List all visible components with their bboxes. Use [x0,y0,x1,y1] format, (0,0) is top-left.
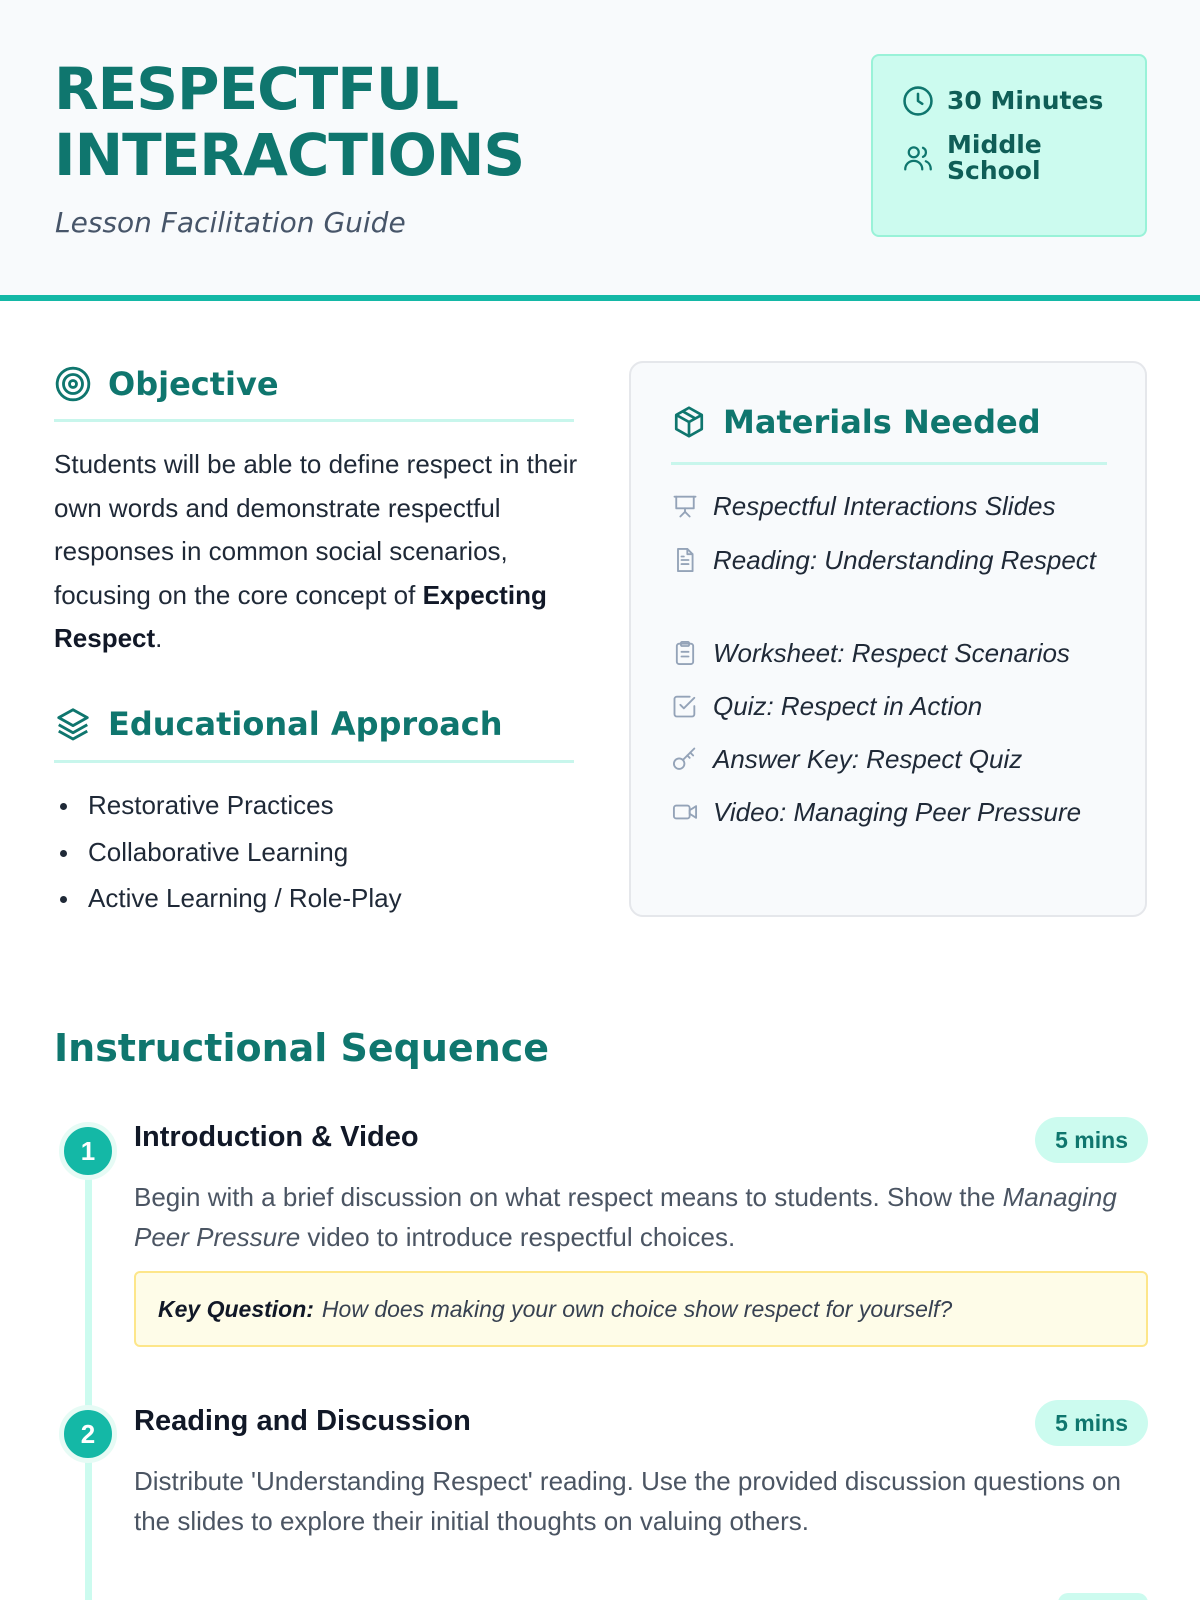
video-icon [671,798,699,826]
material-item[interactable]: Video: Managing Peer Pressure [671,792,1111,832]
material-item[interactable]: Reading: Understanding Respect [671,540,1111,580]
key-question-text: How does making your own choice show respect for yourself? [321,1295,953,1322]
timeline-line [85,1160,92,1600]
approach-list [54,782,402,922]
duration-row [901,84,1103,118]
approach-heading: Educational Approach [54,705,503,743]
package-icon [671,404,707,440]
step-title: Reading and Discussion [134,1405,471,1437]
materials-divider [671,462,1107,465]
list-item: Restorative Practices [54,782,402,829]
audience-text: Middle School [947,130,1042,185]
duration-text: 30 Minutes [947,86,1104,115]
approach-divider [54,760,574,763]
list-item: Active Learning / Role-Play [54,875,402,922]
page-title [54,56,524,188]
users-icon [901,141,935,175]
objective-text: Students will be able to define respect in their own words and demonstrate respectful responses in common social scenarios, focusing on the core concept of Expecting Respect. [54,449,578,653]
lesson-meta-card [871,54,1147,237]
step-number-badge: 2 [59,1405,117,1463]
key-question-callout [134,1271,1148,1347]
objective-divider [54,419,574,422]
material-item[interactable]: Quiz: Respect in Action [671,686,1111,726]
presentation-icon [671,492,699,520]
page-subtitle: Lesson Facilitation Guide [55,206,406,239]
clock-icon [901,84,935,118]
sequence-heading: Instructional Sequence [54,1026,550,1070]
step-number-badge: 1 [59,1122,117,1180]
title-line-1: RESPECTFUL [54,55,458,123]
document-icon [671,546,699,574]
materials-card [629,361,1147,917]
material-item[interactable]: Answer Key: Respect Quiz [671,739,1111,779]
audience-row [901,132,1042,184]
step-duration-badge: 5 mins [1035,1400,1148,1446]
title-line-2: INTERACTIONS [54,121,525,189]
layers-icon [54,705,92,743]
key-icon [671,745,699,773]
list-item: Collaborative Learning [54,829,402,876]
materials-heading: Materials Needed [671,403,1041,441]
step-title: Introduction & Video [134,1121,419,1153]
target-icon [54,365,92,403]
step-description: Begin with a brief discussion on what respect means to students. Show the Managing Peer Pressure video to introduce respectful choices. [134,1182,1117,1252]
material-item[interactable]: Worksheet: Respect Scenarios [671,633,1111,673]
checkbox-icon [671,692,699,720]
clipboard-icon [671,639,699,667]
objective-heading: Objective [54,365,279,403]
lesson-header [0,0,1200,301]
step-description: Distribute 'Understanding Respect' reading. Use the provided discussion questions on the slides to explore their initial thoughts on valuing others. [134,1466,1121,1536]
key-question-label: Key Question: [158,1295,314,1322]
next-step-badge-partial [1058,1593,1148,1600]
material-item[interactable]: Respectful Interactions Slides [671,486,1111,526]
step-duration-badge: 5 mins [1035,1117,1148,1163]
